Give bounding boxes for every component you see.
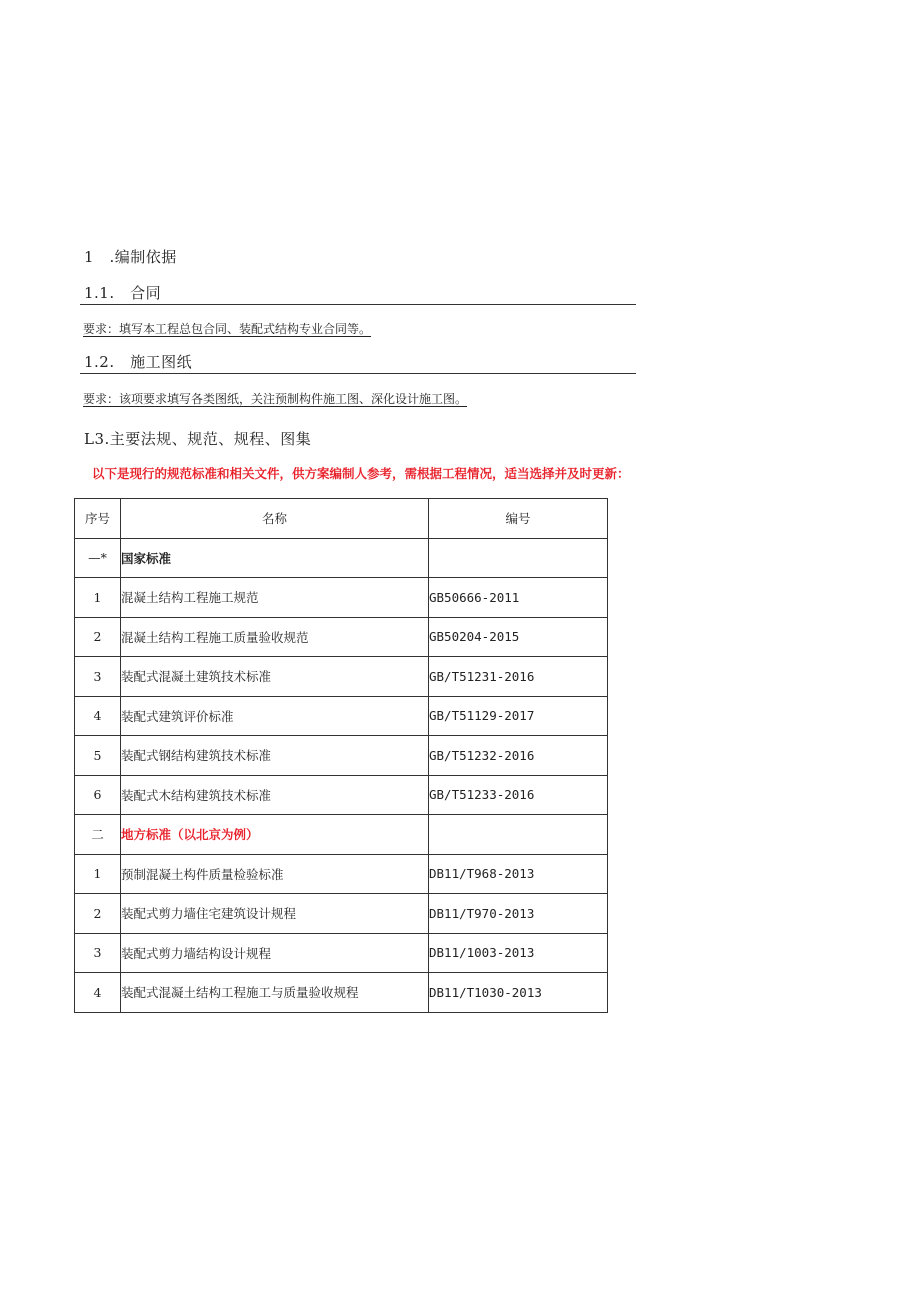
- header-code: 编号: [429, 499, 608, 539]
- row-name: 装配式混凝土结构工程施工与质量验收规程: [121, 973, 429, 1013]
- row-no: 2: [75, 894, 121, 934]
- group-title: 国家标准: [121, 538, 429, 578]
- row-name: 装配式建筑评价标准: [121, 696, 429, 736]
- table-row: [75, 696, 608, 736]
- heading-regulations: L3.主要法规、规范、规程、图集: [84, 430, 312, 448]
- row-name: 混凝土结构工程施工质量验收规范: [121, 617, 429, 657]
- row-code: GB/T51231-2016: [429, 657, 608, 697]
- requirement-contract: 要求：填写本工程总包合同、装配式结构专业合同等。: [83, 322, 372, 336]
- group-code-empty: [429, 538, 608, 578]
- header-no: 序号: [75, 499, 121, 539]
- header-name: 名称: [121, 499, 429, 539]
- row-code: GB/T51129-2017: [429, 696, 608, 736]
- table-header-row: [75, 499, 608, 539]
- section-title-contract: 1.1. 合同: [80, 283, 636, 305]
- table-row: [75, 657, 608, 697]
- group-no: 二: [75, 815, 121, 855]
- group-code-empty: [429, 815, 608, 855]
- table-row: [75, 854, 608, 894]
- row-code: GB/T51232-2016: [429, 736, 608, 776]
- row-no: 6: [75, 775, 121, 815]
- row-code: DB11/T1030-2013: [429, 973, 608, 1013]
- row-no: 3: [75, 933, 121, 973]
- standards-table: [74, 498, 608, 1013]
- row-no: 5: [75, 736, 121, 776]
- table-row: [75, 617, 608, 657]
- row-no: 3: [75, 657, 121, 697]
- row-no: 1: [75, 854, 121, 894]
- row-code: GB/T51233-2016: [429, 775, 608, 815]
- row-name: 装配式剪力墙住宅建筑设计规程: [121, 894, 429, 934]
- row-name: 装配式混凝土建筑技术标准: [121, 657, 429, 697]
- red-note: 以下是现行的规范标准和相关文件，供方案编制人参考，需根据工程情况，适当选择并及时更新：: [92, 466, 630, 481]
- group-no: —*: [75, 538, 121, 578]
- group-row-national: [75, 538, 608, 578]
- group-title: 地方标准（以北京为例）: [121, 815, 429, 855]
- row-no: 4: [75, 696, 121, 736]
- heading-compilation-basis: 1 .编制依据: [84, 248, 177, 266]
- row-name: 混凝土结构工程施工规范: [121, 578, 429, 618]
- row-name: 装配式钢结构建筑技术标准: [121, 736, 429, 776]
- table-row: [75, 736, 608, 776]
- row-no: 1: [75, 578, 121, 618]
- row-no: 4: [75, 973, 121, 1013]
- row-name: 装配式剪力墙结构设计规程: [121, 933, 429, 973]
- section-title-drawings: 1.2. 施工图纸: [80, 352, 636, 374]
- row-code: GB50666-2011: [429, 578, 608, 618]
- group-row-local: [75, 815, 608, 855]
- table-row: [75, 894, 608, 934]
- table-row: [75, 973, 608, 1013]
- requirement-drawings: 要求：该项要求填写各类图纸，关注预制构件施工图、深化设计施工图。: [83, 392, 468, 406]
- row-code: DB11/1003-2013: [429, 933, 608, 973]
- table-row: [75, 578, 608, 618]
- row-name: 预制混凝土构件质量检验标准: [121, 854, 429, 894]
- row-code: DB11/T968-2013: [429, 854, 608, 894]
- row-name: 装配式木结构建筑技术标准: [121, 775, 429, 815]
- table-row: [75, 933, 608, 973]
- row-code: GB50204-2015: [429, 617, 608, 657]
- table-row: [75, 775, 608, 815]
- row-no: 2: [75, 617, 121, 657]
- row-code: DB11/T970-2013: [429, 894, 608, 934]
